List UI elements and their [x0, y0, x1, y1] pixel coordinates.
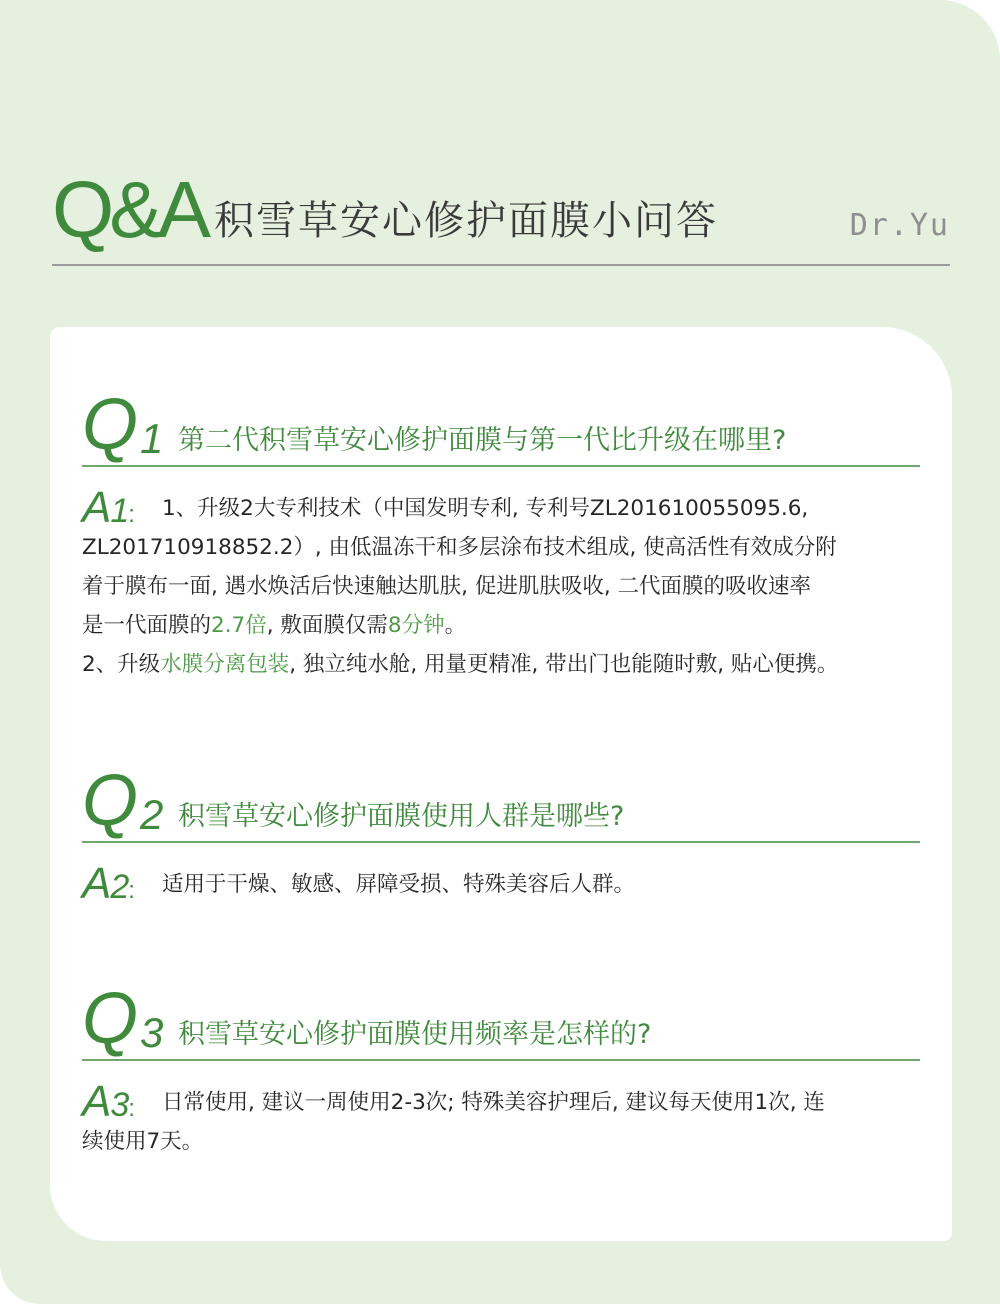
question-letter: Q: [82, 761, 136, 841]
qa-item-1: [82, 385, 922, 684]
page-title: 积雪草安心修护面膜小问答: [214, 198, 718, 244]
question-letter: Q: [82, 979, 136, 1059]
answer-letter: A: [82, 483, 111, 532]
qa-item-3: [82, 979, 922, 1161]
question-divider: [82, 465, 920, 467]
answer-line: 1、升级2大专利技术（中国发明专利, 专利号ZL201610055095.6,: [162, 496, 809, 521]
answer-segment: , 独立纯水舱, 用量更精准, 带出门也能随时敷, 贴心便携。: [289, 652, 839, 677]
highlight-absorption-rate: 2.7倍: [211, 613, 267, 638]
answer-text: [82, 865, 922, 904]
answer-text: [82, 1083, 922, 1161]
header-divider: [52, 264, 950, 266]
answer-segment: 。: [444, 613, 467, 638]
question-number: 1: [140, 415, 164, 462]
question-row: [82, 385, 922, 465]
answer-segment: 是一代面膜的: [82, 613, 212, 638]
answer-number: 2: [110, 868, 129, 906]
answer-marker: [82, 859, 134, 916]
answer-marker: [82, 1077, 134, 1134]
answer-row: [82, 483, 922, 684]
qa-logo: Q&A: [52, 165, 206, 254]
answer-colon: :: [128, 877, 134, 904]
answer-colon: :: [128, 1095, 134, 1122]
answer-text: [82, 489, 922, 684]
qa-card: [50, 327, 952, 1241]
answer-colon: :: [128, 501, 134, 528]
question-letter: Q: [82, 385, 136, 465]
answer-line: ZL201710918852.2）, 由低温冻干和多层涂布技术组成, 使高活性有效成分附: [82, 535, 837, 560]
question-number: 3: [140, 1009, 164, 1056]
question-row: [82, 761, 922, 841]
question-text: 积雪草安心修护面膜使用人群是哪些?: [178, 801, 625, 832]
answer-line: 日常使用, 建议一周使用2-3次; 特殊美容护理后, 建议每天使用1次, 连: [162, 1090, 825, 1115]
question-divider: [82, 841, 920, 843]
answer-letter: A: [82, 1077, 111, 1126]
brand-logo: Dr.Yu: [849, 208, 950, 243]
qa-item-2: [82, 761, 922, 908]
question-divider: [82, 1059, 920, 1061]
answer-line: [82, 606, 922, 645]
answer-segment: , 敷面膜仅需: [266, 613, 388, 638]
answer-line: 续使用7天。: [82, 1129, 204, 1154]
question-text: 积雪草安心修护面膜使用频率是怎样的?: [178, 1019, 652, 1050]
answer-line: 着于膜布一面, 遇水焕活后快速触达肌肤, 促进肌肤吸收, 二代面膜的吸收速率: [82, 574, 812, 599]
question-text: 第二代积雪草安心修护面膜与第一代比升级在哪里?: [178, 425, 787, 456]
answer-line: 适用于干燥、敏感、屏障受损、特殊美容后人群。: [162, 872, 636, 897]
answer-row: [82, 1077, 922, 1161]
answer-letter: A: [82, 859, 111, 908]
highlight-packaging: 水膜分离包装: [160, 652, 290, 677]
header: [52, 165, 950, 266]
answer-number: 3: [110, 1086, 129, 1124]
answer-segment: 2、升级: [82, 652, 161, 677]
answer-number: 1: [110, 492, 129, 530]
question-number: 2: [140, 791, 164, 838]
answer-line: [82, 645, 922, 684]
answer-row: [82, 859, 922, 908]
highlight-duration: 8分钟: [387, 613, 445, 638]
answer-marker: [82, 483, 134, 540]
question-row: [82, 979, 922, 1059]
